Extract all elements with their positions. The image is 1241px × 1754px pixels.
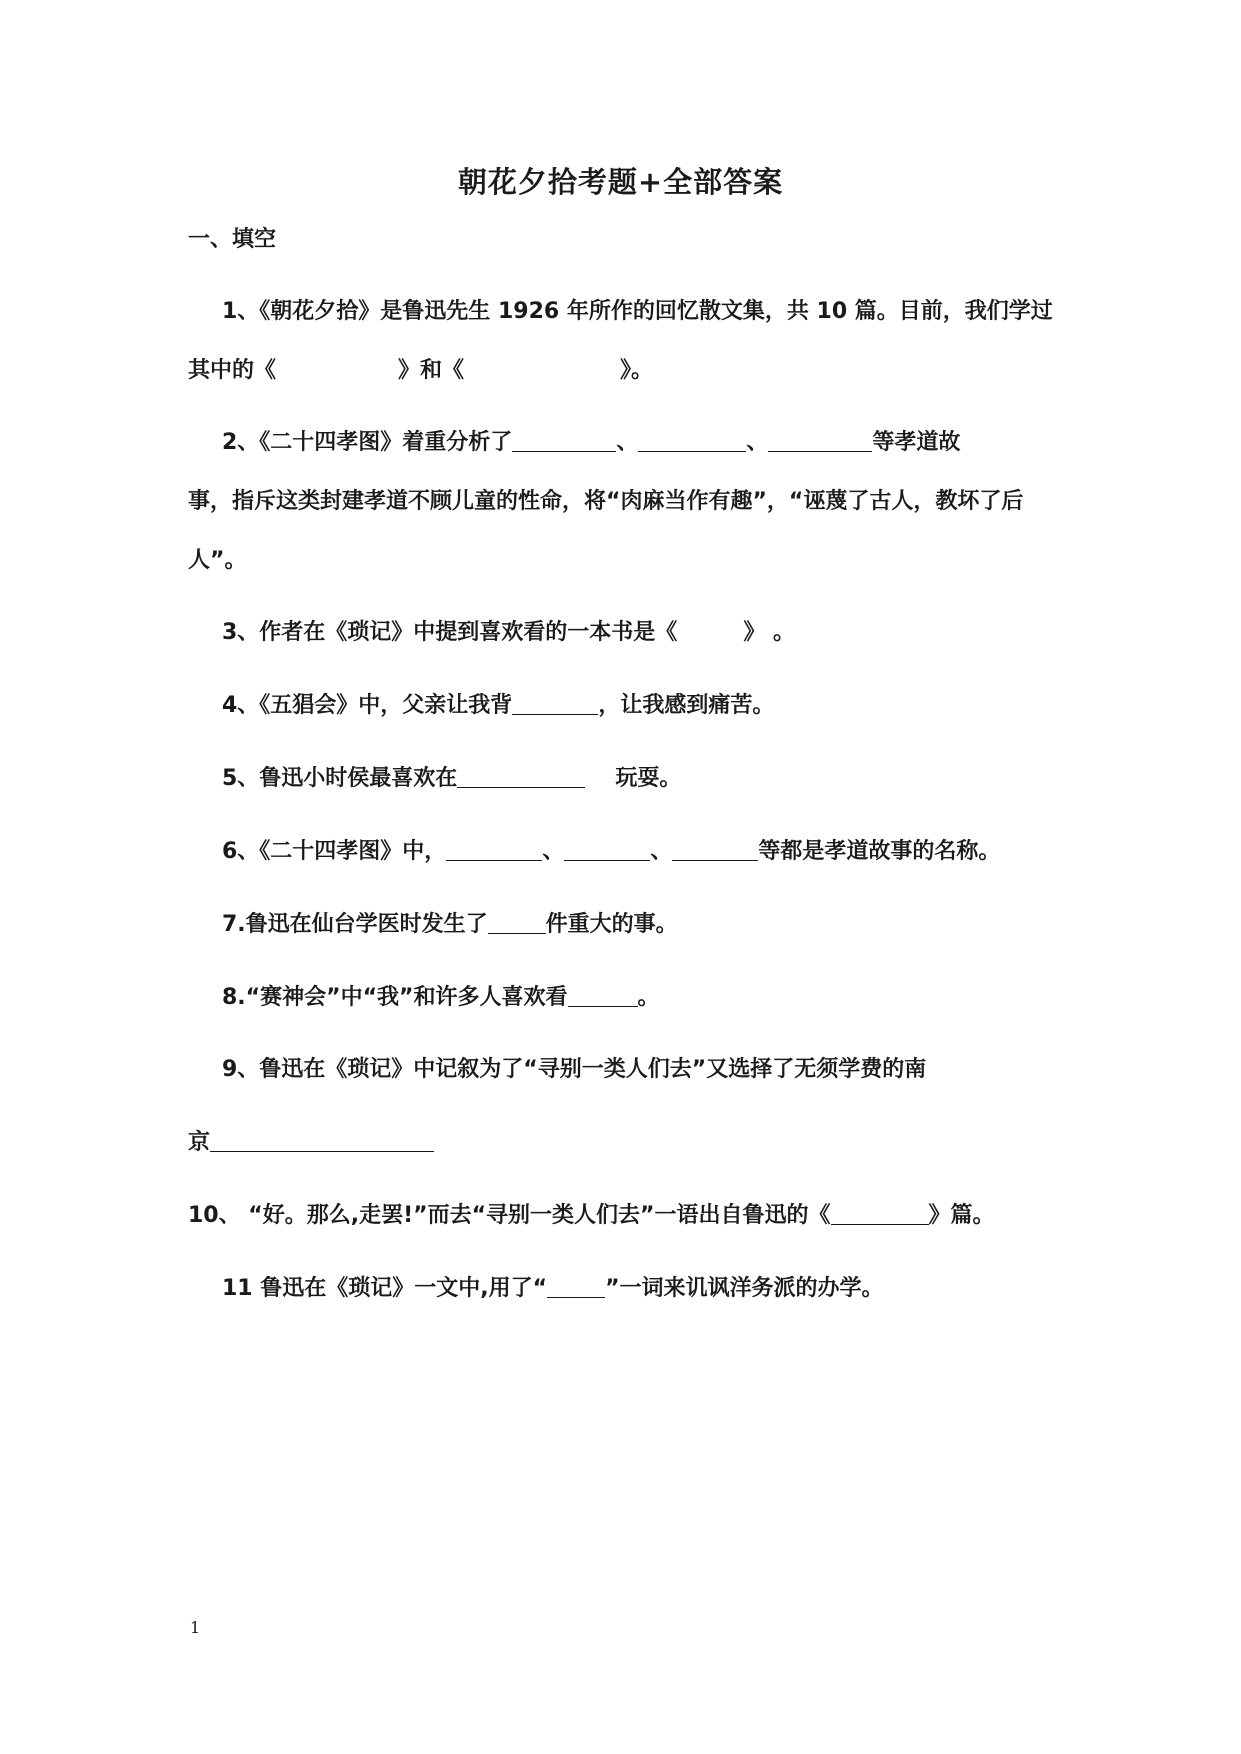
- question-7-text-b: 件重大的事。: [545, 912, 678, 937]
- question-10-text-b: 》篇。: [928, 1203, 995, 1228]
- question-3-text: 3、作者在《琐记》中提到喜欢看的一本书是《: [222, 620, 678, 645]
- answer-blank: [768, 429, 872, 452]
- question-2-text-tail: 等孝道故: [872, 430, 961, 455]
- question-4: [222, 691, 774, 721]
- question-1-line-2: [188, 356, 653, 386]
- question-9-line-1: [222, 1055, 926, 1085]
- answer-blank: [512, 429, 616, 452]
- question-1-text-c: 》和《: [398, 358, 465, 383]
- answer-blank: [488, 911, 546, 934]
- separator: 、: [542, 839, 565, 864]
- question-6-text-b: 等都是孝道故事的名称。: [758, 839, 1001, 864]
- question-9-line-2: [188, 1128, 434, 1158]
- question-2-text-c: 人”。: [188, 548, 247, 573]
- answer-blank: [638, 429, 746, 452]
- question-7: [222, 910, 678, 940]
- question-2-line-2: [188, 487, 1023, 517]
- answer-blank: [512, 692, 598, 715]
- question-2-line-1: [222, 428, 960, 458]
- question-4-text-b: ，让我感到痛苦。: [598, 693, 775, 718]
- question-11: [222, 1274, 884, 1304]
- question-1-text: 1、《朝花夕拾》是鲁迅先生 1926 年所作的回忆散文集，共 10 篇。目前，我们学过: [222, 299, 1053, 324]
- page-title: 朝花夕拾考题+全部答案: [457, 165, 784, 199]
- question-2-text: 2、《二十四孝图》着重分析了: [222, 430, 513, 455]
- separator: 、: [650, 839, 673, 864]
- question-7-text: 7.鲁迅在仙台学医时发生了: [222, 912, 488, 937]
- question-2-line-3: [188, 546, 246, 576]
- question-5-text-b: 玩耍。: [615, 766, 682, 791]
- answer-blank: [831, 1202, 929, 1225]
- question-2-text-b: 事，指斥这类封建孝道不顾儿童的性命，将“肉麻当作有趣”，“诬蔑了古人，教坏了后: [188, 489, 1024, 514]
- separator: 、: [616, 430, 639, 455]
- answer-blank: [564, 838, 650, 861]
- question-9-text-b: 京: [188, 1130, 211, 1155]
- question-5: [222, 764, 681, 794]
- question-8-text-b: 。: [637, 985, 660, 1010]
- question-5-text: 5、鲁迅小时侯最喜欢在: [222, 766, 458, 791]
- question-10: [188, 1201, 995, 1231]
- question-6-text: 6、《二十四孝图》中，: [222, 839, 447, 864]
- question-3: [222, 618, 795, 648]
- answer-blank: [457, 765, 585, 788]
- question-1-text-d: 》。: [620, 358, 654, 383]
- question-8-text: 8.“赛神会”中“我”和许多人喜欢看: [222, 985, 568, 1010]
- question-3-text-b: 》 。: [743, 620, 795, 645]
- question-11-text-b: ”一词来讥讽洋务派的办学。: [605, 1276, 884, 1301]
- question-10-text: 10、 “好。那么,走罢!”而去“寻别一类人们去”一语出自鲁迅的《: [188, 1203, 831, 1228]
- answer-blank: [446, 838, 542, 861]
- separator: 、: [746, 430, 769, 455]
- page-number: 1: [190, 1618, 201, 1637]
- question-4-text: 4、《五猖会》中，父亲让我背: [222, 693, 513, 718]
- question-6: [222, 837, 1000, 867]
- answer-blank: [568, 984, 638, 1007]
- question-1-line-1: [222, 297, 1053, 327]
- question-9-text: 9、鲁迅在《琐记》中记叙为了“寻别一类人们去”又选择了无须学费的南: [222, 1057, 927, 1082]
- question-11-text: 11 鲁迅在《琐记》一文中,用了“: [222, 1276, 548, 1301]
- section-heading: 一、填空: [188, 227, 277, 252]
- question-8: [222, 983, 660, 1013]
- answer-blank: [210, 1129, 434, 1152]
- answer-blank: [672, 838, 758, 861]
- question-1-text-b: 其中的《: [188, 358, 277, 383]
- answer-blank: [547, 1275, 605, 1298]
